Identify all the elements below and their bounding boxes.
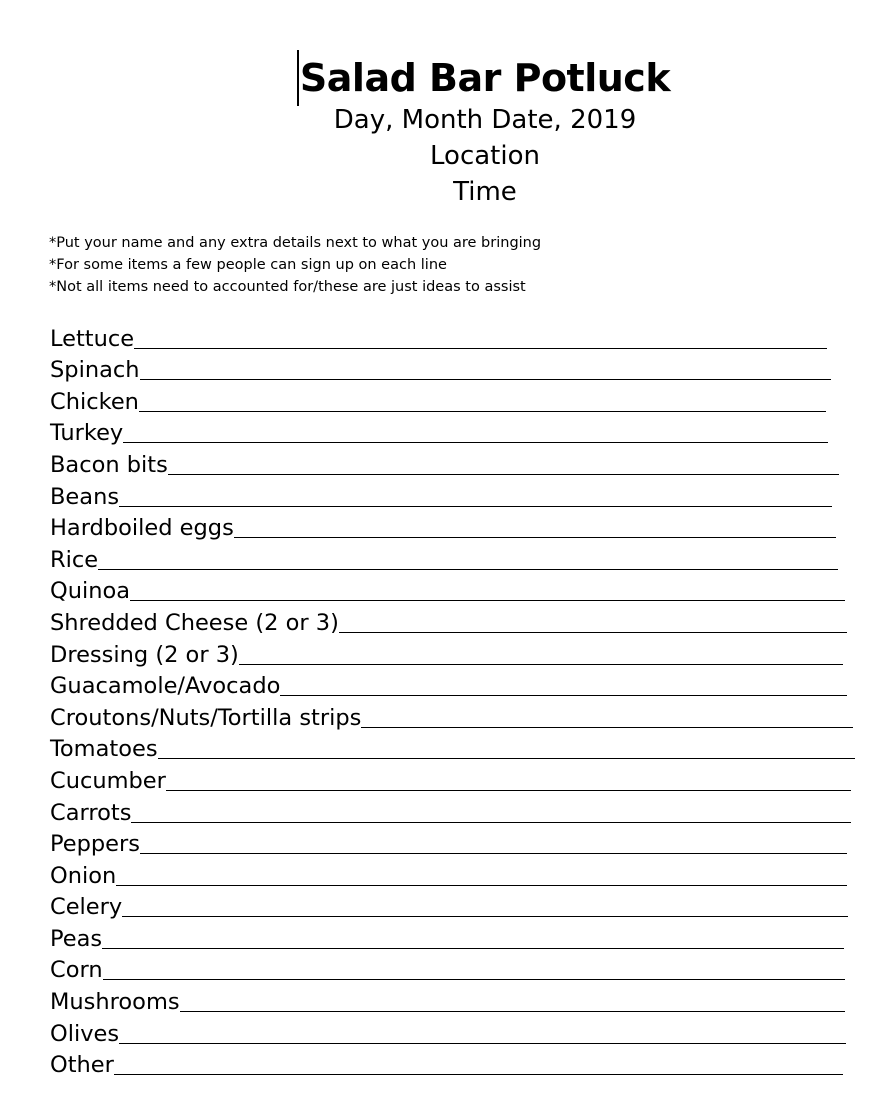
- text-cursor: [297, 50, 299, 106]
- item-label: Peppers: [50, 831, 140, 858]
- signup-row: [50, 605, 847, 637]
- signup-line[interactable]: [140, 853, 847, 854]
- signup-line[interactable]: [166, 790, 851, 791]
- signup-row: [50, 447, 839, 479]
- signup-row: [50, 669, 847, 701]
- signup-line[interactable]: [131, 822, 851, 823]
- signup-line[interactable]: [158, 758, 855, 759]
- item-label: Beans: [50, 483, 120, 510]
- signup-line[interactable]: [140, 379, 832, 380]
- item-label: Celery: [50, 894, 123, 921]
- item-label: Bacon bits: [50, 451, 168, 478]
- item-label: Corn: [50, 957, 103, 984]
- item-label: Mushrooms: [50, 989, 180, 1016]
- signup-row: [50, 1016, 846, 1048]
- signup-line[interactable]: [122, 916, 848, 917]
- item-label: Carrots: [50, 799, 132, 826]
- signup-line[interactable]: [116, 885, 847, 886]
- signup-row: [50, 511, 836, 543]
- signup-row: [50, 416, 828, 448]
- signup-line[interactable]: [280, 695, 847, 696]
- signup-row: [50, 700, 853, 732]
- page-title: [300, 54, 670, 102]
- signup-row: [50, 574, 845, 606]
- item-label: Quinoa: [50, 578, 131, 605]
- signup-row: [50, 921, 844, 953]
- item-label: Croutons/Nuts/Tortilla strips: [50, 704, 362, 731]
- item-label: Turkey: [50, 420, 124, 447]
- signup-row: [50, 384, 826, 416]
- signup-row: [50, 795, 851, 827]
- signup-row: [50, 321, 827, 353]
- signup-row: [50, 763, 851, 795]
- signup-line[interactable]: [168, 474, 839, 475]
- instruction-line: *Put your name and any extra details next to what you are bringing: [49, 235, 542, 251]
- signup-line[interactable]: [339, 632, 847, 633]
- event-date: Day, Month Date, 2019: [333, 105, 637, 135]
- signup-row: [50, 479, 832, 511]
- item-label: Chicken: [50, 388, 139, 415]
- signup-row: [50, 353, 831, 385]
- item-label: Dressing (2 or 3): [50, 641, 239, 668]
- instruction-line: *For some items a few people can sign up on each line: [49, 257, 447, 273]
- document-header: [0, 54, 890, 210]
- page-title-text: Salad Bar Potluck: [299, 56, 671, 100]
- signup-line[interactable]: [114, 1074, 843, 1075]
- item-label: Lettuce: [50, 325, 135, 352]
- item-label: Cucumber: [50, 767, 166, 794]
- signup-row: [50, 542, 838, 574]
- item-label: Olives: [50, 1020, 120, 1047]
- signup-row: [50, 858, 847, 890]
- item-label: Onion: [50, 862, 117, 889]
- signup-row: [50, 637, 843, 669]
- signup-row: [50, 953, 845, 985]
- signup-line[interactable]: [119, 506, 832, 507]
- signup-line[interactable]: [123, 442, 828, 443]
- signup-line[interactable]: [119, 1043, 846, 1044]
- item-label: Rice: [50, 546, 99, 573]
- item-label: Shredded Cheese (2 or 3): [50, 609, 339, 636]
- item-label: Hardboiled eggs: [50, 515, 234, 542]
- event-location: Location: [430, 141, 540, 171]
- item-label: Tomatoes: [50, 736, 158, 763]
- signup-line[interactable]: [130, 600, 845, 601]
- signup-line[interactable]: [98, 569, 838, 570]
- signup-row: [50, 827, 847, 859]
- signup-row: [50, 732, 855, 764]
- signup-line[interactable]: [139, 411, 826, 412]
- instructions: [49, 232, 541, 298]
- signup-list: [50, 321, 855, 1079]
- signup-row: [50, 890, 848, 922]
- signup-line[interactable]: [103, 979, 845, 980]
- signup-line[interactable]: [134, 348, 827, 349]
- signup-line[interactable]: [180, 1011, 845, 1012]
- item-label: Spinach: [50, 357, 140, 384]
- signup-row: [50, 984, 845, 1016]
- signup-line[interactable]: [239, 664, 843, 665]
- event-time: Time: [453, 177, 517, 207]
- item-label: Guacamole/Avocado: [50, 673, 281, 700]
- item-label: Other: [50, 1052, 114, 1079]
- signup-line[interactable]: [102, 948, 844, 949]
- item-label: Peas: [50, 925, 103, 952]
- signup-line[interactable]: [234, 537, 836, 538]
- signup-line[interactable]: [361, 727, 853, 728]
- instruction-line: *Not all items need to accounted for/these are just ideas to assist: [49, 279, 526, 295]
- signup-row: [50, 1048, 843, 1080]
